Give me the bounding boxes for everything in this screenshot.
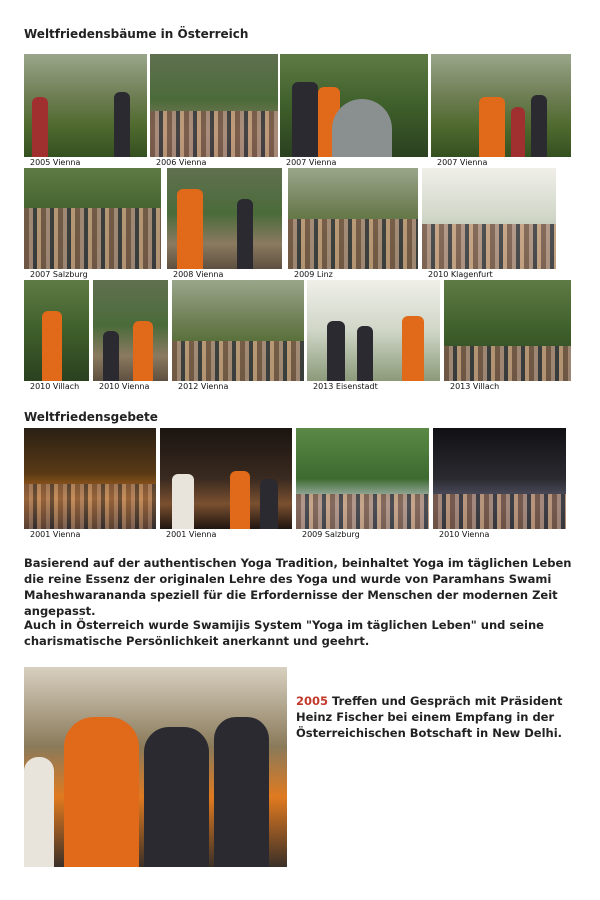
paragraph-austria-recognition: Auch in Österreich wurde Swamijis System "Yoga im täglichen Leben" und seine charismatische Persönlichkeit anerkannt und geehrt. [24,618,544,648]
photo-caption: 2010 Villach [30,381,89,392]
photo-tree-planting [307,280,440,392]
photo-caption: 2005 Vienna [30,157,147,168]
photo-caption: 2010 Klagenfurt [428,269,556,280]
section-title-peace-trees: Weltfriedensbäume in Österreich [24,27,249,41]
photo-peace-prayer [160,428,292,540]
photo-caption: 2009 Linz [294,269,418,280]
photo-caption: 2009 Salzburg [302,529,429,540]
photo-tree-planting [431,54,571,168]
photo-tree-planting [24,54,147,168]
photo-caption: 2013 Eisenstadt [313,381,440,392]
photo-caption: 2001 Vienna [30,529,156,540]
photo-tree-planting [167,168,282,280]
photo-tree-planting [422,168,556,280]
photo-caption: 2007 Vienna [286,157,428,168]
photo-tree-planting [288,168,418,280]
photo-peace-prayer [24,428,156,540]
photo-tree-planting [93,280,168,392]
photo-caption: 2008 Vienna [173,269,282,280]
photo-tree-planting [150,54,278,168]
photo-tree-planting [280,54,428,168]
photo-tree-planting [24,168,161,280]
photo-caption: 2006 Vienna [156,157,278,168]
photo-caption: 2013 Villach [450,381,571,392]
photo-tree-planting [172,280,304,392]
photo-president-meeting [24,667,287,867]
photo-caption: 2010 Vienna [439,529,566,540]
section-title-peace-prayers: Weltfriedensgebete [24,410,158,424]
photo-caption: 2001 Vienna [166,529,292,540]
paragraph-yoga-tradition: Basierend auf der authentischen Yoga Tradition, beinhaltet Yoga im täglichen Leben die reine Essenz der originalen Lehre des Yoga und wurde von Paramhans Swami Maheshwarananda speziell für die Erfordernisse der Menschen der modernen Zeit angepasst. [24,556,572,618]
feature-caption [296,693,566,741]
feature-text: Treffen und Gespräch mit Präsident Heinz Fischer bei einem Empfang in der Österreichischen Botschaft in New Delhi. [296,694,563,740]
photo-peace-prayer [433,428,566,540]
photo-caption: 2010 Vienna [99,381,168,392]
feature-year: 2005 [296,694,329,708]
photo-tree-planting [24,280,89,392]
photo-tree-planting [444,280,571,392]
photo-peace-prayer [296,428,429,540]
photo-caption: 2007 Salzburg [30,269,161,280]
photo-caption: 2012 Vienna [178,381,304,392]
photo-caption: 2007 Vienna [437,157,571,168]
